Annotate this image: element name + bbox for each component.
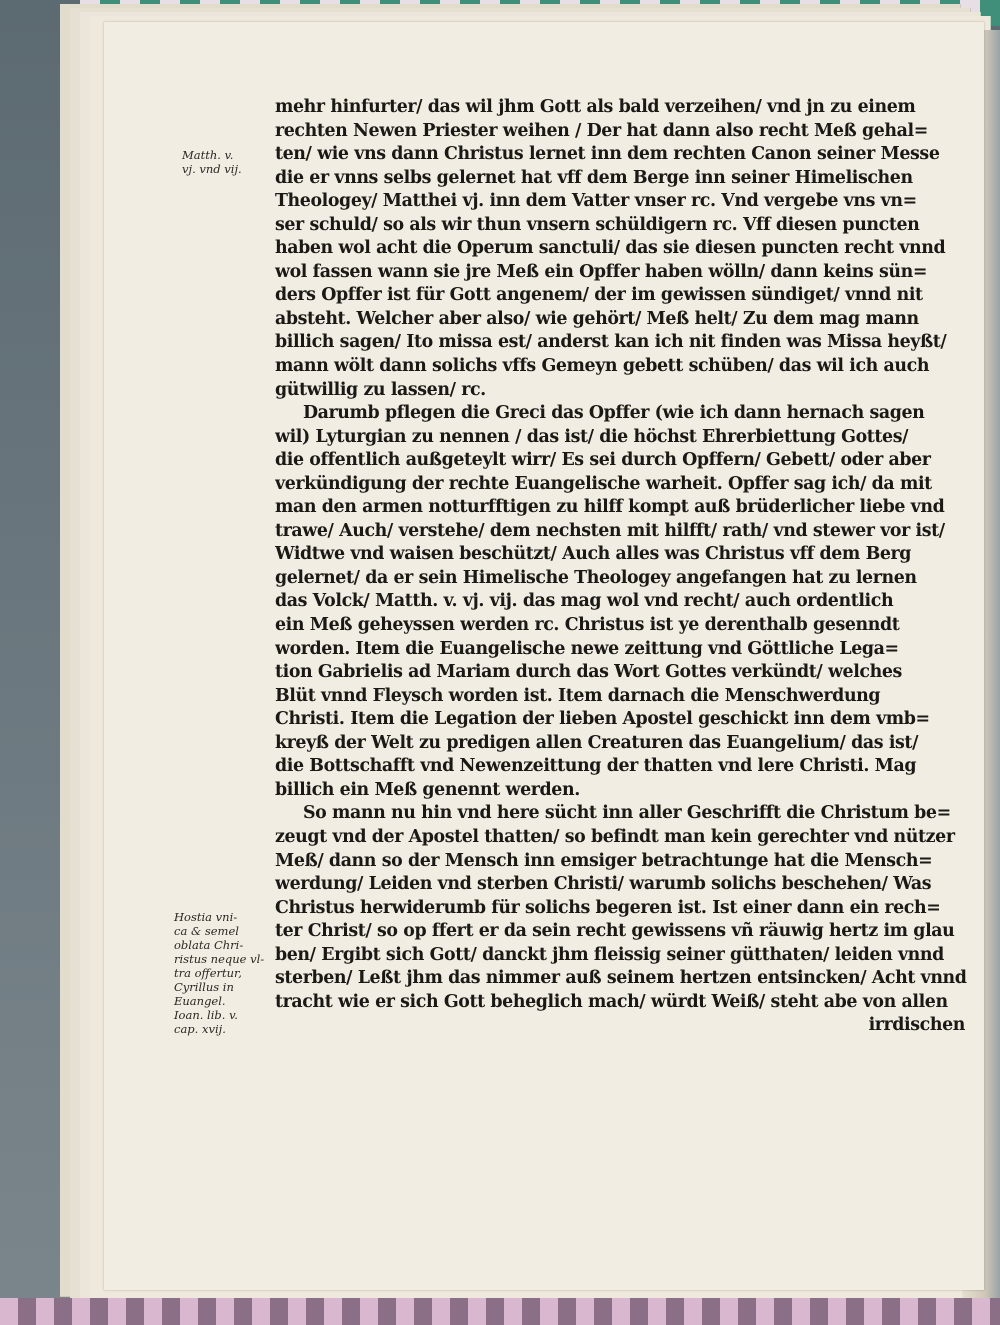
text-line: rechten Newen Priester weihen / Der hat dann also recht Meß gehal= xyxy=(275,120,928,141)
margin-note-line: oblata Chri- xyxy=(174,938,244,952)
text-line: So mann nu hin vnd here sücht inn aller Geschrifft die Christum be= xyxy=(303,803,951,824)
text-line: man den armen notturfftigen zu hilff kompt auß brüderlicher liebe vnd xyxy=(275,497,945,518)
text-line: Blüt vnnd Fleysch worden ist. Item darnach die Menschwerdung xyxy=(275,685,881,706)
text-line: werdung/ Leiden vnd sterben Christi/ warumb solichs beschehen/ Was xyxy=(275,874,932,895)
text-line: gelernet/ da er sein Himelische Theologey angefangen hat zu lernen xyxy=(275,567,917,588)
body-text xyxy=(275,96,967,1038)
text-line: ein Meß geheyssen werden rc. Christus ist ye derenthalb gesenndt xyxy=(275,615,900,636)
text-line: ten/ wie vns dann Christus lernet inn dem rechten Canon seiner Messe xyxy=(275,144,940,165)
text-line: billich sagen/ Ito missa est/ anderst kan ich nit finden was Missa heyßt/ xyxy=(275,332,947,353)
text-line: Meß/ dann so der Mensch inn emsiger betrachtunge hat die Mensch= xyxy=(275,850,933,871)
text-line: wol fassen wann sie jre Meß ein Opffer haben wölln/ dann keins sün= xyxy=(275,261,927,282)
text-line: die er vnns selbs gelernet hat vff dem Berge inn seiner Himelischen xyxy=(275,167,913,188)
text-line: ser schuld/ so als wir thun vnsern schüldigern rc. Vff diesen puncten xyxy=(275,214,920,235)
text-line: Darumb pflegen die Greci das Opffer (wie ich dann hernach sagen xyxy=(303,403,925,424)
text-line: gütwillig zu lassen/ rc. xyxy=(275,379,486,400)
margin-note-line: Ioan. lib. v. xyxy=(174,1008,238,1022)
margin-note-line: ca & semel xyxy=(174,924,239,938)
text-line: kreyß der Welt zu predigen allen Creaturen das Euangelium/ das ist/ xyxy=(275,732,919,753)
text-line: mann wölt dann solichs vffs Gemeyn gebett schüben/ das wil ich auch xyxy=(275,356,930,377)
text-line: tracht wie er sich Gott beheglich mach/ würdt Weiß/ steht abe von allen xyxy=(275,991,948,1012)
text-line: verkündigung der rechte Euangelische warheit. Opffer sag ich/ da mit xyxy=(275,473,932,494)
margin-note-line: Hostia vni- xyxy=(174,910,238,924)
text-line: ter Christ/ so op ffert er da sein recht gewissens vñ räuwig hertz im glau xyxy=(275,921,955,942)
text-line: zeugt vnd der Apostel thatten/ so befindt man kein gerechter vnd nützer xyxy=(275,826,955,847)
text-line: sterben/ Leßt jhm das nimmer auß seinem hertzen entsincken/ Acht vnnd xyxy=(275,968,967,989)
text-line: die Bottschafft vnd Newenzeittung der thatten vnd lere Christi. Mag xyxy=(275,756,917,777)
margin-note-line: Cyrillus in xyxy=(174,980,234,994)
text-line: absteht. Welcher aber also/ wie gehört/ Meß helt/ Zu dem mag mann xyxy=(275,308,919,329)
text-line: wil) Lyturgian zu nennen / das ist/ die höchst Ehrerbiettung Gottes/ xyxy=(275,426,909,447)
text-line: haben wol acht die Operum sanctuli/ das sie diesen puncten recht vnnd xyxy=(275,238,946,259)
text-line: trawe/ Auch/ verstehe/ dem nechsten mit hilfft/ rath/ vnd stewer vor ist/ xyxy=(275,520,945,541)
text-line: Christi. Item die Legation der lieben Apostel geschickt inn dem vmb= xyxy=(275,709,930,730)
text-line: mehr hinfurter/ das wil jhm Gott als bald verzeihen/ vnd jn zu einem xyxy=(275,97,916,117)
margin-note-hostia xyxy=(174,910,270,1036)
margin-note-line: Matth. v. xyxy=(182,148,234,162)
text-line: das Volck/ Matth. v. vj. vij. das mag wol vnd recht/ auch ordentlich xyxy=(275,591,894,612)
catchword: irrdischen xyxy=(868,1015,965,1036)
text-line: Widtwe vnd waisen beschützt/ Auch alles was Christus vff dem Berg xyxy=(275,544,912,565)
margin-note-line: vj. vnd vij. xyxy=(182,162,242,176)
binding-strip-bottom xyxy=(0,1298,1000,1325)
text-line: die offentlich außgeteylt wirr/ Es sei durch Opffern/ Gebett/ oder aber xyxy=(275,450,931,471)
margin-note-line: ristus neque vl- xyxy=(174,952,265,966)
text-line: ben/ Ergibt sich Gott/ danckt jhm fleissig seiner gütthaten/ leiden vnnd xyxy=(275,944,944,965)
text-line: ders Opffer ist für Gott angenem/ der im gewissen sündiget/ vnnd nit xyxy=(275,285,923,306)
text-line: Christus herwiderumb für solichs begeren ist. Ist einer dann ein rech= xyxy=(275,897,941,918)
text-line: billich ein Meß genennt werden. xyxy=(275,779,580,800)
margin-note-line: Euangel. xyxy=(174,994,226,1008)
margin-note-line: cap. xvij. xyxy=(174,1022,226,1036)
text-line: tion Gabrielis ad Mariam durch das Wort Gottes verkündt/ welches xyxy=(275,662,902,683)
margin-note-matthew xyxy=(182,148,274,176)
text-line: worden. Item die Euangelische newe zeittung vnd Göttliche Lega= xyxy=(275,638,899,659)
text-line: Theologey/ Matthei vj. inn dem Vatter vnser rc. Vnd vergebe vns vn= xyxy=(275,191,917,212)
margin-note-line: tra offertur, xyxy=(174,966,242,980)
